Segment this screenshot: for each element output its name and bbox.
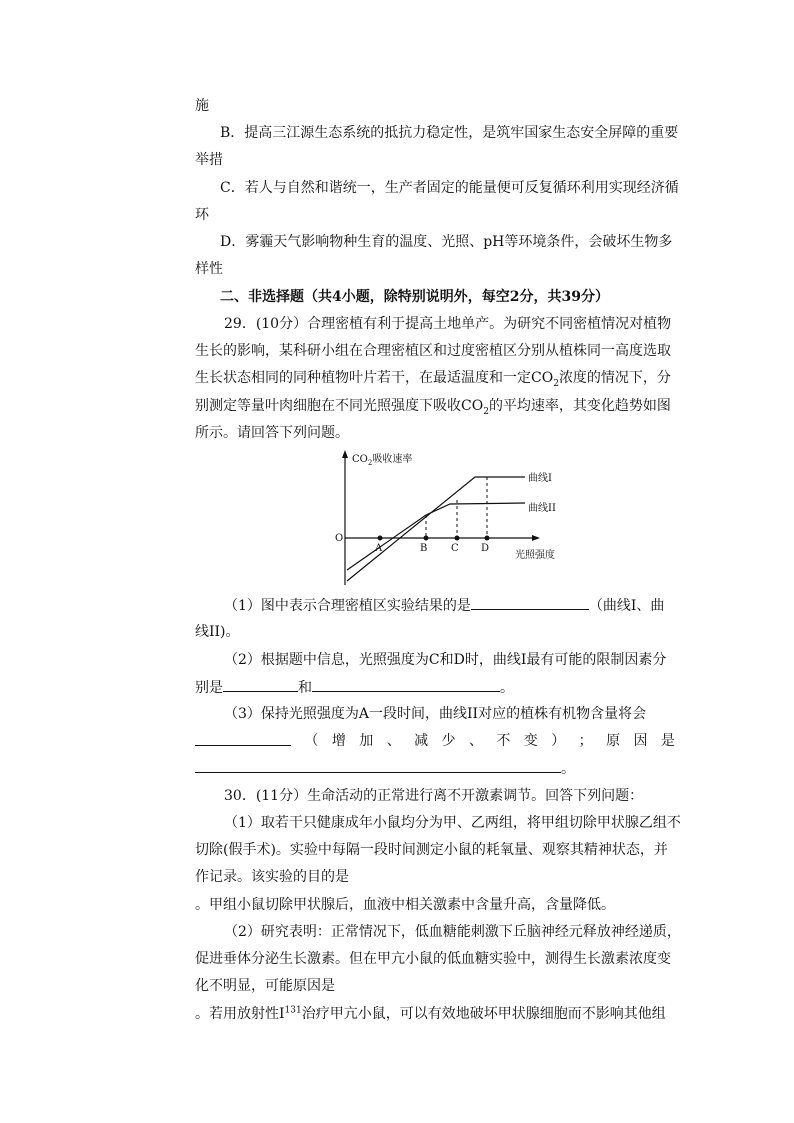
answer-blank[interactable] [312,677,500,692]
point-d [485,536,490,541]
question-30-line: 。甲组小鼠切除甲状腺后，血液中相关激素中含量升高，含量降低。 [195,897,615,913]
question-30-line: 化不明显，可能原因是 [195,978,335,994]
text-line: 样性 [195,261,223,277]
question-30-line: （1）取若干只健康成年小鼠均分为甲、乙两组，将甲组切除甲状腺乙组不 [224,815,681,831]
curve-2-label: 曲线II [528,503,556,514]
point-a [378,536,383,541]
question-29-line: 生长状态相同的同种植物叶片若干，在最适温度和一定$CO_2$浓度的情况下，分 [195,370,671,389]
option-d: D．雾霾天气影响物种生育的温度、光照、pH等环境条件，会破坏生物多 [220,234,673,250]
subquestion-2: （2）根据题中信息，光照强度为C和D时，曲线I最有可能的限制因素分 [224,652,667,668]
question-29-line: 所示。请回答下列问题。 [195,425,349,441]
point-c-label: C [451,543,459,554]
answer-blank[interactable] [195,758,561,773]
point-c [455,536,460,541]
answer-blank[interactable] [223,677,298,692]
x-axis-arrow [532,535,540,541]
text-line: 线II)。 [195,624,240,640]
subquestion-1: （1）图中表示合理密植区实验结果的是 （曲线I、曲 [224,595,664,616]
point-d-label: D [481,543,490,554]
question-30-line: 作记录。该实验的目的是 [195,869,349,885]
subquestion-2-blanks: 别是 和 。 [195,677,514,698]
text-line: 环 [195,207,209,223]
question-30-line: 。若用放射性$I^{131}$治疗甲亢小鼠，可以有效地破坏甲状腺细胞而不影响其他组 [195,1005,666,1022]
subquestion-3: （3）保持光照强度为A一段时间，曲线II对应的植株有机物含量将会 [224,706,647,722]
x-axis-label: 光照强度 [515,550,555,561]
question-29-line: 别测定等量叶肉细胞在不同光照强度下吸收$CO_2$的平均速率，其变化趋势如图 [195,398,671,417]
answer-blank[interactable] [195,731,291,746]
y-axis-label: $CO_2$吸收速率 [352,454,413,467]
question-29-line: 生长的影响，某科研小组在合理密植区和过度密植区分别从植株同一高度选取 [195,343,671,359]
subquestion-3-options: （ 增 加 、 减 少 、 不 变 ） ； 原 因 是 [195,731,675,751]
curve-1-line [347,477,525,581]
origin-label: O [335,533,344,544]
section-heading: 二、非选择题（共4小题，除特别说明外，每空2分，共39分） [220,289,609,305]
text-line: 举措 [195,152,223,168]
option-b: B．提高三江源生态系统的抵抗力稳定性，是筑牢国家生态安全屏障的重要 [220,125,679,141]
question-30-line: 促进垂体分泌生长激素。但在甲亢小鼠的低血糖实验中，测得生长激素浓度变 [195,951,671,967]
question-29-line: 29．(10分）合理密植有利于提高土地单产。为研究不同密植情况对植物 [224,316,672,332]
point-a-label: A [375,543,383,554]
question-30-line: （2）研究表明：正常情况下，低血糖能刺激下丘脑神经元释放神经递质， [224,924,681,940]
question-30-line: 切除(假手术)。实验中每隔一段时间测定小鼠的耗氧量、观察其精神状态，并 [195,842,668,858]
curve-1-label: 曲线I [528,473,552,484]
point-b [424,536,429,541]
point-b-label: B [420,543,428,554]
text-line: 施 [195,98,209,114]
option-c: C．若人与自然和谐统一，生产者固定的能量便可反复循环利用实现经济循 [220,180,679,196]
answer-blank[interactable] [471,595,589,610]
co2-absorption-chart [330,445,580,595]
subquestion-3-reason: 。 [195,758,575,779]
question-30-line: 30．(11分）生命活动的正常进行离不开激素调节。回答下列问题： [224,788,644,804]
y-axis-arrow [342,450,348,458]
